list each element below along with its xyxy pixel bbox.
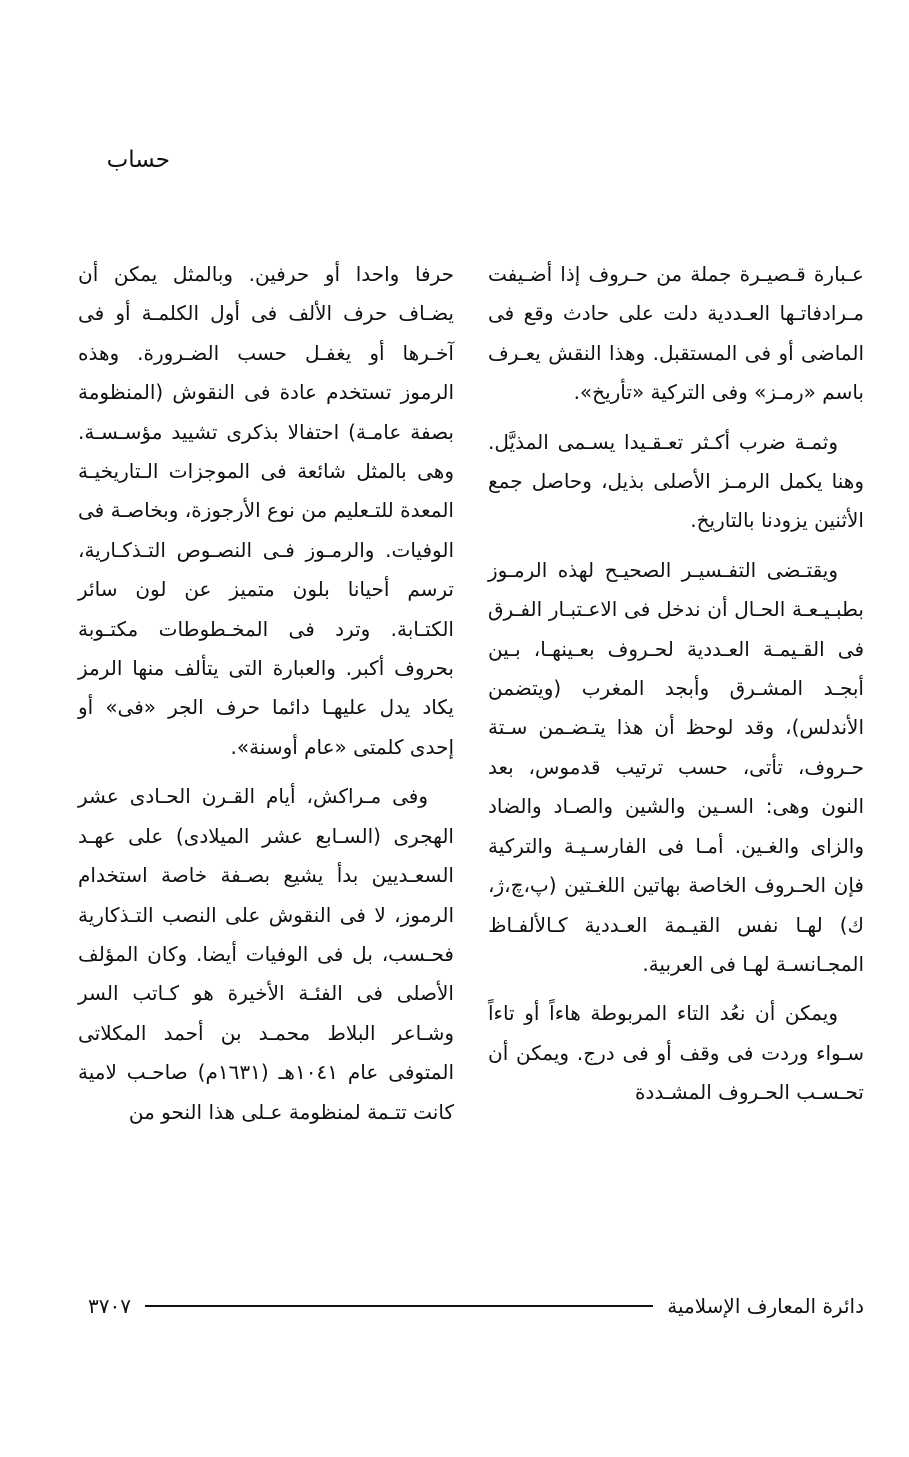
footer-rule bbox=[145, 1305, 653, 1307]
left-column bbox=[78, 255, 454, 1142]
right-paragraph-2: وثمـة ضرب أكـثر تعـقـيدا يسـمى المذيَّل. وهنا يكمل الرمـز الأصلى بذيل، وحاصل جمع الأثنين يزودنا بالتاريخ. bbox=[488, 429, 864, 533]
left-paragraph-2: وفى مـراكش، أيام القـرن الحـادى عشر الهجرى (السـابع عشر الميلادى) على عهـد السعـديين بدأ يشيع بصـفة خاصة استخدام الرموز، لا فى النقوش على النصب التـذكارية فحـسب، بل فى الوفيات أيضا. وكان المؤلف الأصلى فى الفئـة الأخيرة هو كـاتب السر وشـاعر البلاط محمـد بن أحمد المكلاتى المتوفى عام ١٠٤١هـ (١٦٣١م) صاحـب لامية كانت تتـمة لمنظومة عـلى هذا النحو من bbox=[78, 784, 455, 1124]
right-paragraph-3: ويقتـضى التفـسيـر الصحيـح لهذه الرمـوز بطبـيـعـة الحـال أن ندخل فى الاعـتبـار الفـرق فى القـيمـة العـددية لحـروف بعـينهـا، بـين أبجـد المشـرق وأبجد المغرب (ويتضمن الأندلس)، وقد لوحظ أن هذا يتـضـمن سـتة حـروف، تأتى، حسب ترتيب قدموس، بعد النون وهى: السـين والشين والصـاد والضاد والزاى والغـين. أمـا فى الفارسـيـة والتركية فإن الحـروف الخاصة بهاتين اللغـتين (پ،چ،ژ، ك) لهـا نفس القيـمة العـددية كـالألفـاظ المجـانسـة لهـا فى العربية. bbox=[488, 557, 864, 976]
right-column bbox=[488, 255, 864, 1123]
publication-title: دائرة المعارف الإسلامية bbox=[667, 1294, 864, 1318]
running-head: حساب bbox=[106, 147, 170, 173]
right-paragraph-1: عـبارة قـصيـرة جملة من حـروف إذا أضـيفت مـرادفاتـها العـددية دلت على حادث وقع فى الماضى أو فى المستقبل. وهذا النقش يعـرف باسم «رمـز» وفى التركية «تأريخ». bbox=[488, 262, 864, 405]
page-footer bbox=[88, 1290, 864, 1322]
page-number: ٣٧٠٧ bbox=[88, 1294, 131, 1318]
right-paragraph-4: ويمكن أن نعُد التاء المربوطة هاءاً أو تاءاً سـواء وردت فى وقف أو فى درج. ويمكن أن تحـسـب الحـروف المشـددة bbox=[488, 1001, 864, 1105]
left-paragraph-1: حرفا واحدا أو حرفين. وبالمثل يمكن أن يضـاف حرف الألف فى أول الكلمـة أو فى آخـرها أو يغفـل حسب الضـرورة. وهذه الرموز تستخدم عادة فى النقوش (المنظومة بصفة عامـة) احتفالا بذكرى تشييد مؤسـسـة. وهى بالمثل شائعة فى الموجزات الـتاريخيـة المعدة للتـعليم من نوع الأرجوزة، وبخاصـة فى الوفيات. والرمـوز فـى النصـوص التـذكـارية، ترسم أحيانا بلون متميز عن لون سائر الكتـابة. وترد فى المخـطوطات مكتـوبة بحروف أكبر. والعبارة التى يتألف منها الرمز يكاد يدل عليهـا دائما حرف الجر «فى» أو إحدى كلمتى «عام أوسنة». bbox=[78, 262, 454, 759]
